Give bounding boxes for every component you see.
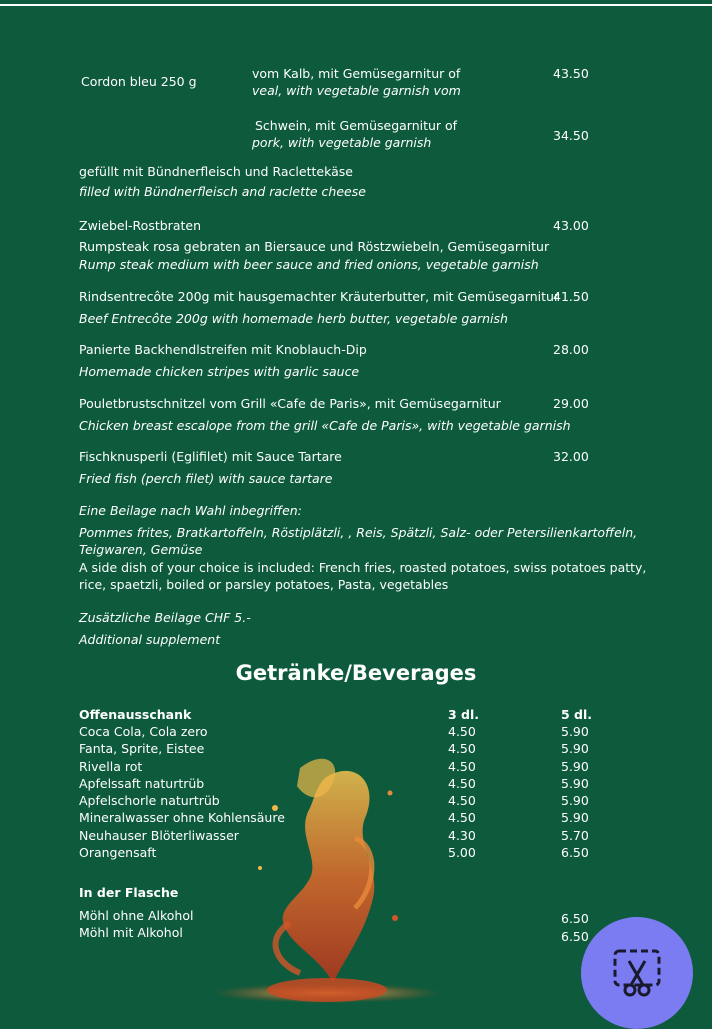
bev-price-3dl: 4.50 <box>448 741 476 756</box>
backhendl-price: 28.00 <box>553 342 589 357</box>
entrecote-price: 41.50 <box>553 289 589 304</box>
bottle-price: 6.50 <box>561 929 589 944</box>
cordon-veal-en: veal, with vegetable garnish vom <box>252 83 461 98</box>
crop-tool-button[interactable] <box>581 917 693 1029</box>
cordon-pork-en: pork, with vegetable garnish <box>252 135 432 150</box>
bev-name: Mineralwasser ohne Kohlensäure <box>79 810 285 825</box>
zwiebel-de: Rumpsteak rosa gebraten an Biersauce und Röstzwiebeln, Gemüsegarnitur <box>79 239 550 254</box>
beverages-title: Getränke/Beverages <box>235 661 477 685</box>
fisch-price: 32.00 <box>553 449 589 464</box>
bev-price-5dl: 5.90 <box>561 741 589 756</box>
cordon-veal-de: vom Kalb, mit Gemüsegarnitur of <box>252 66 461 81</box>
zwiebel-name: Zwiebel-Rostbraten <box>79 218 201 233</box>
bev-price-3dl: 4.50 <box>448 776 476 791</box>
bev-name: Rivella rot <box>79 759 143 774</box>
poulet-de: Pouletbrustschnitzel vom Grill «Cafe de Paris», mit Gemüsegarnitur <box>79 396 501 411</box>
zwiebel-price: 43.00 <box>553 218 589 233</box>
poulet-price: 29.00 <box>553 396 589 411</box>
poulet-en: Chicken breast escalope from the grill «Cafe de Paris», with vegetable garnish <box>79 418 571 433</box>
top-border <box>0 0 712 6</box>
cordon-filling-de: gefüllt mit Bündnerfleisch und Raclettekäse <box>79 164 353 179</box>
scissors-crop-icon <box>611 947 663 999</box>
backhendl-de: Panierte Backhendlstreifen mit Knoblauch-Dip <box>79 342 367 357</box>
bottle-price: 6.50 <box>561 911 589 926</box>
cordon-filling-en: filled with Bündnerfleisch and raclette cheese <box>79 184 366 199</box>
bev-price-5dl: 5.90 <box>561 810 589 825</box>
cordon-veal-price: 43.50 <box>553 66 589 81</box>
bev-price-3dl: 4.50 <box>448 793 476 808</box>
sides-extra-en: Additional supplement <box>79 632 221 647</box>
col-5dl: 5 dl. <box>561 707 593 722</box>
bev-name: Apfelssaft naturtrüb <box>79 776 205 791</box>
entrecote-de: Rindsentrecôte 200g mit hausgemachter Kräuterbutter, mit Gemüsegarnitur <box>79 289 560 304</box>
cordon-bleu-name: Cordon bleu 250 g <box>81 74 197 89</box>
bev-price-5dl: 5.70 <box>561 828 589 843</box>
backhendl-en: Homemade chicken stripes with garlic sauce <box>79 364 360 379</box>
bev-name: Neuhauser Blöterliwasser <box>79 828 239 843</box>
bev-name: Orangensaft <box>79 845 157 860</box>
sides-extra-de: Zusätzliche Beilage CHF 5.- <box>79 610 251 625</box>
bottle-heading: In der Flasche <box>79 885 179 900</box>
bev-price-5dl: 6.50 <box>561 845 589 860</box>
sides-heading-de: Eine Beilage nach Wahl inbegriffen: <box>79 503 302 518</box>
entrecote-en: Beef Entrecôte 200g with homemade herb butter, vegetable garnish <box>79 311 508 326</box>
col-3dl: 3 dl. <box>448 707 480 722</box>
bev-price-5dl: 5.90 <box>561 776 589 791</box>
drink-splash-image <box>205 748 450 1008</box>
bev-name: Fanta, Sprite, Eistee <box>79 741 205 756</box>
sides-list-de: Pommes frites, Bratkartoffeln, Röstiplätzli, , Reis, Spätzli, Salz- oder Petersilienkartoffeln, Teigwaren, Gemüse <box>79 525 638 557</box>
bev-name: Apfelschorle naturtrüb <box>79 793 220 808</box>
bottle-name: Möhl ohne Alkohol <box>79 908 194 923</box>
cordon-pork-de: Schwein, mit Gemüsegarnitur of <box>255 118 458 133</box>
bev-price-3dl: 4.50 <box>448 724 476 739</box>
bev-price-5dl: 5.90 <box>561 793 589 808</box>
bev-price-3dl: 5.00 <box>448 845 476 860</box>
bev-price-3dl: 4.50 <box>448 759 476 774</box>
cordon-pork-price: 34.50 <box>553 128 589 143</box>
bev-name: Coca Cola, Cola zero <box>79 724 208 739</box>
zwiebel-en: Rump steak medium with beer sauce and fried onions, vegetable garnish <box>79 257 539 272</box>
sides-text-en: A side dish of your choice is included: French fries, roasted potatoes, swiss potatoes patty, rice, spaetzli, boiled or parsley potatoes, Pasta, vegetables <box>79 560 647 592</box>
bev-price-5dl: 5.90 <box>561 724 589 739</box>
bev-price-3dl: 4.50 <box>448 810 476 825</box>
fisch-en: Fried fish (perch filet) with sauce tartare <box>79 471 333 486</box>
bev-price-5dl: 5.90 <box>561 759 589 774</box>
bev-price-3dl: 4.30 <box>448 828 476 843</box>
bottle-name: Möhl mit Alkohol <box>79 925 183 940</box>
open-heading: Offenausschank <box>79 707 192 722</box>
fisch-de: Fischknusperli (Eglifilet) mit Sauce Tartare <box>79 449 342 464</box>
